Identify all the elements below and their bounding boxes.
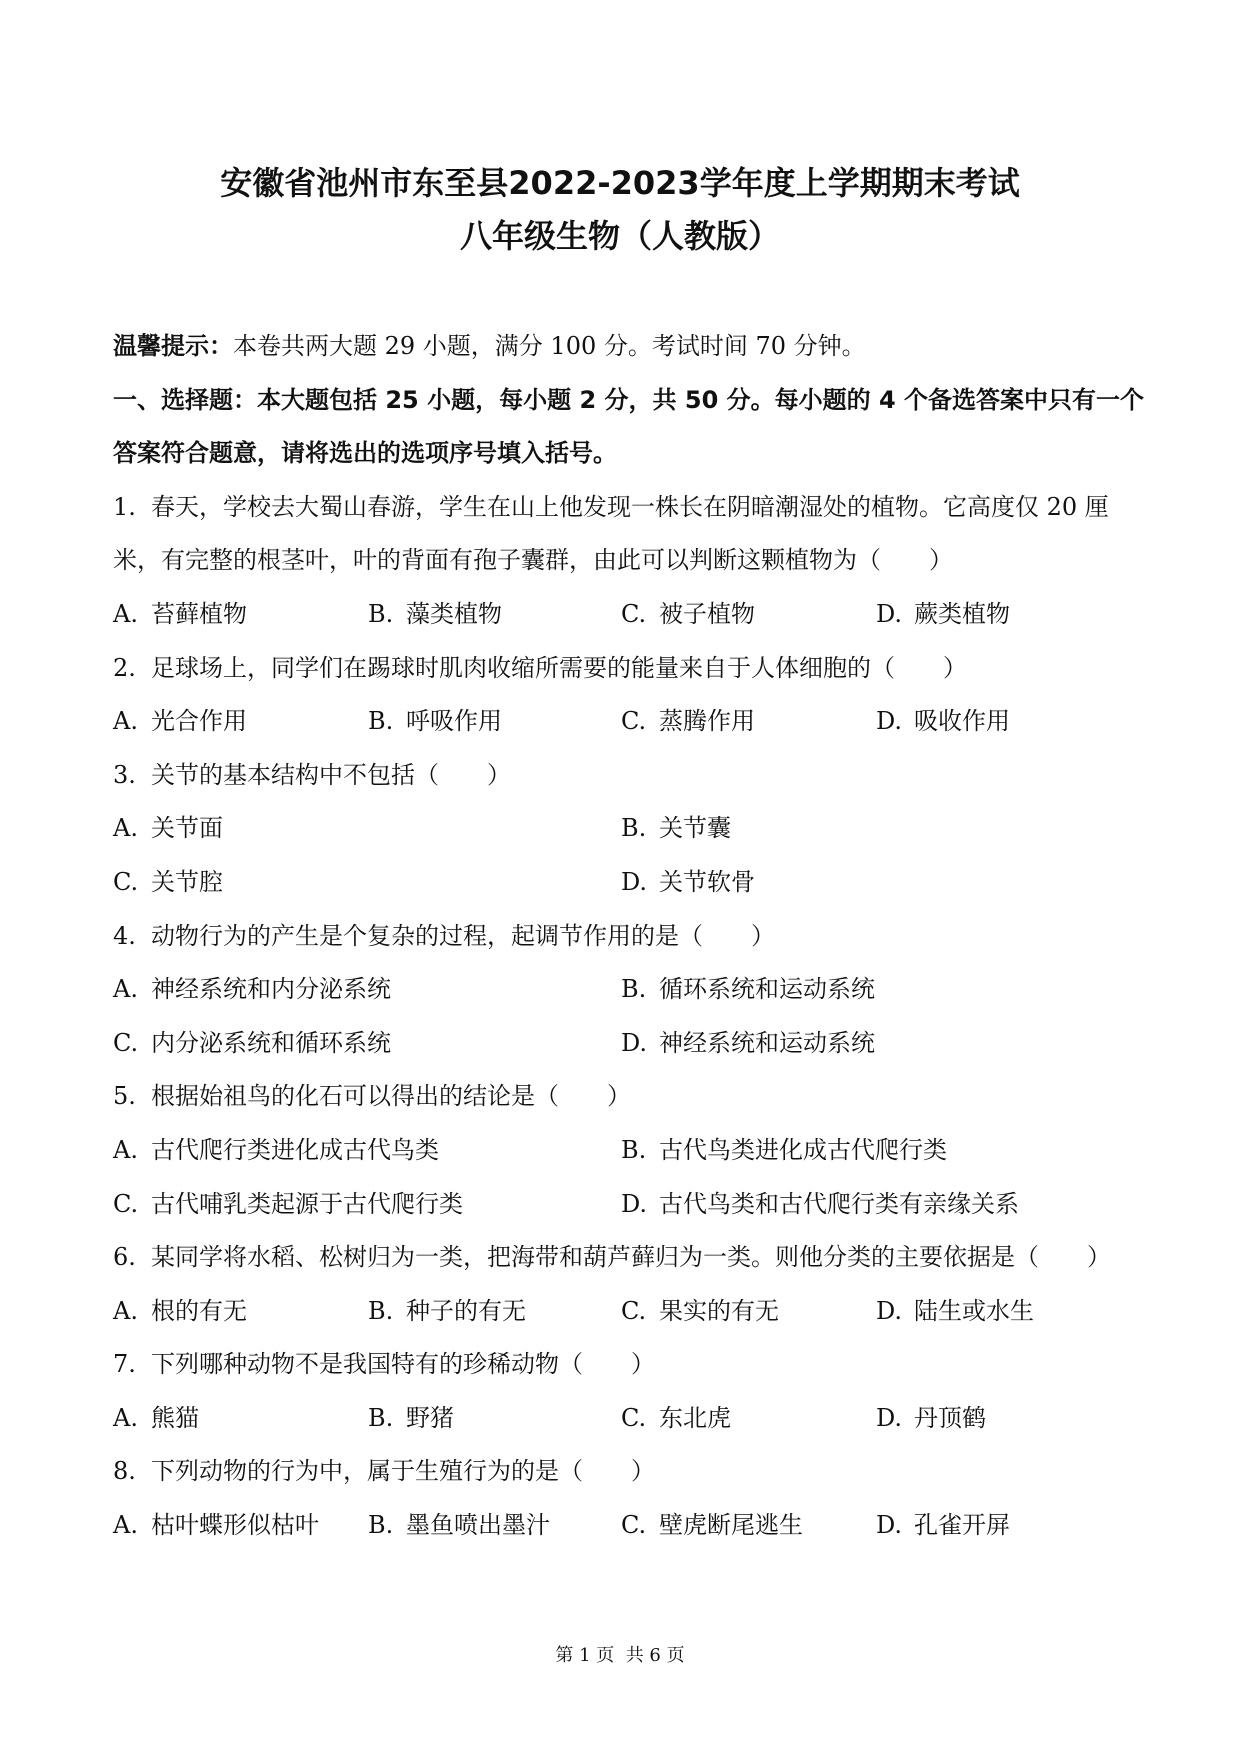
option-text: 呼吸作用 <box>406 707 502 736</box>
option-text: 循环系统和运动系统 <box>659 975 875 1004</box>
option-letter: C. <box>621 1296 647 1325</box>
option-text: 关节腔 <box>151 867 223 896</box>
option-letter: B. <box>621 1135 647 1164</box>
notice-text: 本卷共两大题 29 小题，满分 100 分。考试时间 70 分钟。 <box>233 332 866 360</box>
option-text: 古代鸟类进化成古代爬行类 <box>659 1135 947 1164</box>
question-8-options <box>113 1499 1129 1553</box>
option-7-b <box>368 1392 621 1446</box>
option-5-b <box>621 1124 1129 1178</box>
option-5-c <box>113 1178 621 1232</box>
option-5-a <box>113 1124 621 1178</box>
option-letter: A. <box>113 599 138 628</box>
option-4-c <box>113 1017 621 1071</box>
option-text: 枯叶蝶形似枯叶 <box>151 1511 319 1540</box>
question-2-stem <box>113 642 1129 696</box>
option-text: 被子植物 <box>659 599 755 628</box>
option-7-d <box>876 1392 1129 1446</box>
question-3-text: 关节的基本结构中不包括（ ） <box>151 760 511 789</box>
option-letter: B. <box>621 975 647 1004</box>
question-6-options <box>113 1285 1129 1339</box>
question-6-number: 6. <box>113 1243 136 1272</box>
option-text: 关节囊 <box>659 814 731 843</box>
question-3-options-row-2 <box>113 856 1129 910</box>
option-letter: B. <box>368 1403 394 1432</box>
question-4-stem <box>113 910 1129 964</box>
option-letter: A. <box>113 1403 138 1432</box>
option-letter: D. <box>876 707 903 736</box>
option-letter: D. <box>876 1511 903 1540</box>
question-3-number: 3. <box>113 760 136 789</box>
option-text: 关节软骨 <box>659 867 755 896</box>
option-text: 苔藓植物 <box>151 599 247 628</box>
option-text: 根的有无 <box>151 1296 247 1325</box>
option-3-a <box>113 802 621 856</box>
option-text: 果实的有无 <box>659 1296 779 1325</box>
notice <box>113 320 1129 374</box>
question-1-options <box>113 588 1129 642</box>
question-8-stem <box>113 1445 1129 1499</box>
question-1-stem <box>113 481 1129 535</box>
option-4-b <box>621 963 1129 1017</box>
option-2-d <box>876 695 1129 749</box>
question-1-text-line-2: 米，有完整的根茎叶，叶的背面有孢子囊群，由此可以判断这颗植物为（ ） <box>113 546 953 575</box>
option-letter: D. <box>876 1296 903 1325</box>
option-6-d <box>876 1285 1129 1339</box>
option-6-a <box>113 1285 368 1339</box>
option-letter: D. <box>621 1028 648 1057</box>
option-text: 孔雀开屏 <box>914 1511 1010 1540</box>
option-text: 古代哺乳类起源于古代爬行类 <box>151 1189 463 1218</box>
option-text: 神经系统和内分泌系统 <box>151 975 391 1004</box>
option-7-a <box>113 1392 368 1446</box>
option-text: 古代爬行类进化成古代鸟类 <box>151 1135 439 1164</box>
notice-label: 温馨提示： <box>113 332 233 360</box>
option-3-b <box>621 802 1129 856</box>
option-letter: D. <box>621 867 648 896</box>
option-letter: B. <box>368 1296 394 1325</box>
question-1-text-line-1: 春天，学校去大蜀山春游，学生在山上他发现一株长在阴暗潮湿处的植物。它高度仅 20 厘 <box>151 492 1109 521</box>
option-text: 东北虎 <box>659 1403 731 1432</box>
option-4-a <box>113 963 621 1017</box>
question-2-number: 2. <box>113 653 136 682</box>
option-text: 种子的有无 <box>406 1296 526 1325</box>
option-letter: A. <box>113 814 138 843</box>
option-6-b <box>368 1285 621 1339</box>
question-4-text: 动物行为的产生是个复杂的过程，起调节作用的是（ ） <box>151 921 775 950</box>
option-letter: C. <box>113 1189 139 1218</box>
document-title: 安徽省池州市东至县2022-2023学年度上学期期末考试 <box>220 164 1020 202</box>
section-header-line-1: 一、选择题：本大题包括 25 小题，每小题 2 分，共 50 分。每小题的 4 个备选答案中只有一个 <box>113 385 1145 414</box>
option-text: 熊猫 <box>151 1403 199 1432</box>
option-letter: A. <box>113 1135 138 1164</box>
option-8-b <box>368 1499 621 1553</box>
question-5-text: 根据始祖鸟的化石可以得出的结论是（ ） <box>151 1082 631 1111</box>
option-letter: A. <box>113 1511 138 1540</box>
option-letter: B. <box>368 599 394 628</box>
option-letter: D. <box>876 1403 903 1432</box>
question-4-number: 4. <box>113 921 136 950</box>
option-text: 古代鸟类和古代爬行类有亲缘关系 <box>659 1189 1019 1218</box>
question-1-number: 1. <box>113 492 136 521</box>
question-2-text: 足球场上，同学们在踢球时肌肉收缩所需要的能量来自于人体细胞的（ ） <box>151 653 967 682</box>
option-5-d <box>621 1178 1129 1232</box>
option-text: 关节面 <box>151 814 223 843</box>
option-1-b <box>368 588 621 642</box>
page-footer: 第 1 页 共 6 页 <box>555 1645 685 1666</box>
question-7-stem <box>113 1338 1129 1392</box>
question-2-options <box>113 695 1129 749</box>
option-8-c <box>621 1499 876 1553</box>
question-8-number: 8. <box>113 1457 136 1486</box>
question-6-text: 某同学将水稻、松树归为一类，把海带和葫芦藓归为一类。则他分类的主要依据是（ ） <box>151 1243 1111 1272</box>
option-text: 陆生或水生 <box>914 1296 1034 1325</box>
question-4-options-row-1 <box>113 963 1129 1017</box>
option-text: 壁虎断尾逃生 <box>659 1511 803 1540</box>
question-3-options-row-1 <box>113 802 1129 856</box>
option-letter: C. <box>621 1403 647 1432</box>
option-letter: B. <box>368 1511 394 1540</box>
option-2-a <box>113 695 368 749</box>
option-letter: C. <box>621 599 647 628</box>
option-text: 光合作用 <box>151 707 247 736</box>
option-8-d <box>876 1499 1129 1553</box>
option-letter: C. <box>621 707 647 736</box>
option-text: 墨鱼喷出墨汁 <box>406 1511 550 1540</box>
option-text: 丹顶鹤 <box>914 1403 986 1432</box>
option-letter: D. <box>876 599 903 628</box>
question-5-options-row-2 <box>113 1178 1129 1232</box>
question-6-stem <box>113 1231 1129 1285</box>
question-5-options-row-1 <box>113 1124 1129 1178</box>
option-4-d <box>621 1017 1129 1071</box>
option-letter: C. <box>621 1511 647 1540</box>
option-7-c <box>621 1392 876 1446</box>
option-3-c <box>113 856 621 910</box>
question-5-stem <box>113 1070 1129 1124</box>
question-5-number: 5. <box>113 1082 136 1111</box>
option-text: 内分泌系统和循环系统 <box>151 1028 391 1057</box>
option-3-d <box>621 856 1129 910</box>
exam-content <box>113 320 1145 1553</box>
option-text: 野猪 <box>406 1403 454 1432</box>
option-letter: C. <box>113 1028 139 1057</box>
option-1-d <box>876 588 1129 642</box>
option-1-a <box>113 588 368 642</box>
question-3-stem <box>113 749 1129 803</box>
option-text: 神经系统和运动系统 <box>659 1028 875 1057</box>
question-4-options-row-2 <box>113 1017 1129 1071</box>
option-letter: A. <box>113 707 138 736</box>
question-7-text: 下列哪种动物不是我国特有的珍稀动物（ ） <box>151 1350 655 1379</box>
option-text: 蒸腾作用 <box>659 707 755 736</box>
option-letter: B. <box>368 707 394 736</box>
option-8-a <box>113 1499 368 1553</box>
document-subtitle: 八年级生物（人教版） <box>459 217 780 255</box>
option-letter: D. <box>621 1189 648 1218</box>
option-text: 蕨类植物 <box>914 599 1010 628</box>
option-2-c <box>621 695 876 749</box>
question-8-text: 下列动物的行为中，属于生殖行为的是（ ） <box>151 1457 655 1486</box>
option-letter: A. <box>113 1296 138 1325</box>
question-7-options <box>113 1392 1129 1446</box>
option-text: 吸收作用 <box>914 707 1010 736</box>
question-7-number: 7. <box>113 1350 136 1379</box>
option-6-c <box>621 1285 876 1339</box>
option-letter: A. <box>113 975 138 1004</box>
section-header-line-2: 答案符合题意，请将选出的选项序号填入括号。 <box>113 439 617 468</box>
option-2-b <box>368 695 621 749</box>
option-letter: B. <box>621 814 647 843</box>
option-1-c <box>621 588 876 642</box>
option-text: 藻类植物 <box>406 599 502 628</box>
option-letter: C. <box>113 867 139 896</box>
